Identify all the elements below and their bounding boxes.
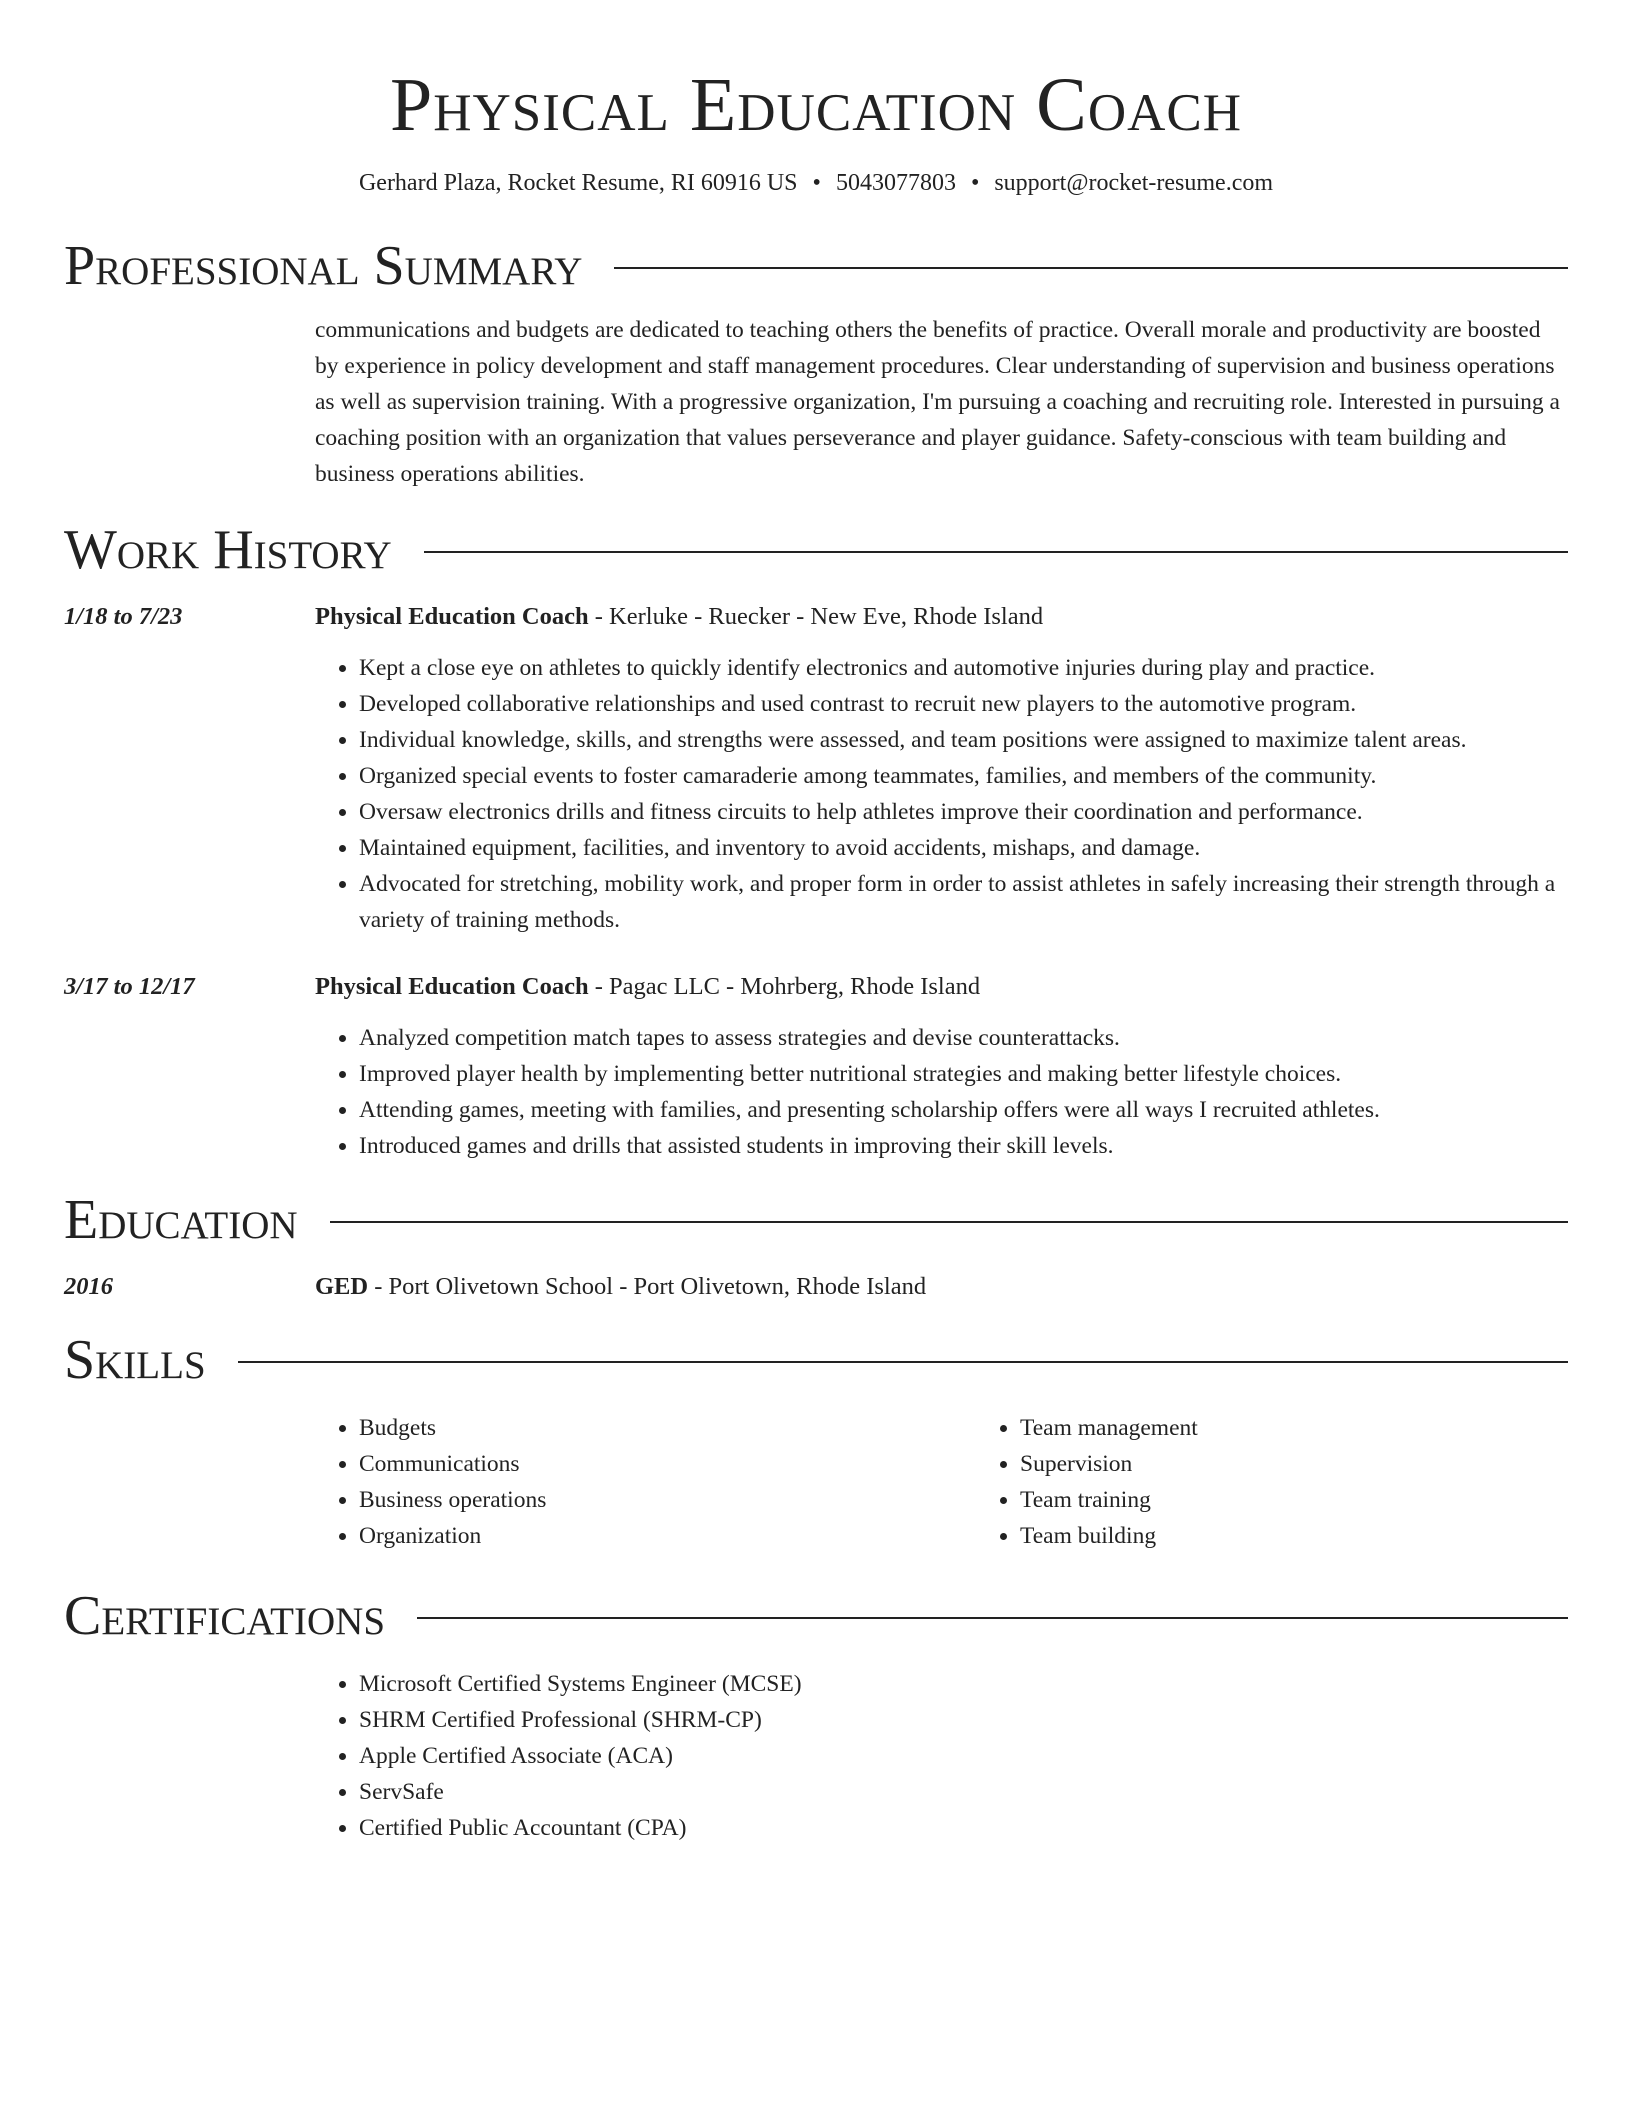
job-bullets-wrap [315, 1020, 1568, 1164]
section-divider [614, 267, 1568, 269]
skill-item: • Organization [359, 1518, 976, 1554]
contact-line [64, 168, 1568, 198]
contact-separator: • [812, 170, 821, 196]
work-history-section-header [64, 518, 1568, 582]
education-year: 2016 [64, 1273, 113, 1300]
skills-list-right [976, 1410, 1632, 1554]
job-title: Physical Education Coach [315, 603, 589, 630]
job-bullet: • Advocated for stretching, mobility work, and proper form in order to assist athletes in safely increasing their strength through a variety of training methods. [359, 866, 1568, 938]
skill-item: • Supervision [1020, 1446, 1632, 1482]
skills-section-header [64, 1328, 1568, 1392]
certifications-heading: Certifications [64, 1585, 386, 1647]
skill-item: • Team management [1020, 1410, 1632, 1446]
certification-item: • Certified Public Accountant (CPA) [359, 1810, 1568, 1846]
education-entry [64, 1270, 1568, 1304]
job-title-line [315, 600, 1568, 634]
job-dates: 1/18 to 7/23 [64, 603, 183, 630]
skill-item: • Team building [1020, 1518, 1632, 1554]
job-bullet: • Kept a close eye on athletes to quickly identify electronics and automotive injuries during play and practice. [359, 650, 1568, 686]
job-bullet: • Individual knowledge, skills, and strengths were assessed, and team positions were assigned to maximize talent areas. [359, 722, 1568, 758]
job-bullet: • Analyzed competition match tapes to assess strategies and devise counterattacks. [359, 1020, 1568, 1056]
certification-item: • ServSafe [359, 1774, 1568, 1810]
job-header [64, 970, 1568, 1004]
certifications-list [315, 1666, 1568, 1846]
section-divider [238, 1361, 1568, 1363]
job-bullet: • Organized special events to foster camaraderie among teammates, families, and members of the community. [359, 758, 1568, 794]
job-bullet: • Attending games, meeting with families, and presenting scholarship offers were all ways I recruited athletes. [359, 1092, 1568, 1128]
summary-heading: Professional Summary [64, 235, 583, 297]
education-details: - Port Olivetown School - Port Olivetown, Rhode Island [368, 1273, 927, 1300]
education-section-header [64, 1188, 1568, 1252]
section-divider [417, 1617, 1568, 1619]
skills-grid [315, 1410, 1568, 1554]
skills-section [315, 1410, 1568, 1554]
job-bullet: • Introduced games and drills that assisted students in improving their skill levels. [359, 1128, 1568, 1164]
certifications-section-header [64, 1584, 1568, 1648]
job-entry [64, 600, 1568, 938]
job-bullet: • Oversaw electronics drills and fitness circuits to help athletes improve their coordination and performance. [359, 794, 1568, 830]
job-details: - Kerluke - Ruecker - New Eve, Rhode Island [588, 603, 1044, 630]
section-divider [330, 1221, 1568, 1223]
job-header [64, 600, 1568, 634]
skill-item: • Budgets [359, 1410, 976, 1446]
section-divider [424, 551, 1568, 553]
work-history-heading: Work History [64, 519, 392, 581]
summary-section-header [64, 234, 1568, 298]
job-details: - Pagac LLC - Mohrberg, Rhode Island [588, 973, 981, 1000]
job-title: Physical Education Coach [315, 973, 589, 1000]
job-bullet: • Improved player health by implementing better nutritional strategies and making better lifestyle choices. [359, 1056, 1568, 1092]
job-bullet: • Maintained equipment, facilities, and inventory to avoid accidents, mishaps, and damage. [359, 830, 1568, 866]
resume-title: Physical Education Coach [389, 63, 1243, 147]
certification-item: • Microsoft Certified Systems Engineer (MCSE) [359, 1666, 1568, 1702]
resume-page [64, 0, 1568, 1846]
job-title-line [315, 970, 1568, 1004]
skill-item: • Team training [1020, 1482, 1632, 1518]
summary-section [315, 312, 1568, 492]
job-bullet: • Developed collaborative relationships and used contrast to recruit new players to the automotive program. [359, 686, 1568, 722]
skill-item: • Business operations [359, 1482, 976, 1518]
contact-separator: • [970, 170, 980, 196]
certification-item: • SHRM Certified Professional (SHRM-CP) [359, 1702, 1568, 1738]
certifications-section [315, 1666, 1568, 1846]
job-bullets [315, 650, 1568, 938]
skill-item: • Communications [359, 1446, 976, 1482]
skills-heading: Skills [64, 1329, 206, 1391]
education-line [315, 1270, 1568, 1304]
contact-address: Gerhard Plaza, Rocket Resume, RI 60916 US [358, 170, 798, 196]
job-dates: 3/17 to 12/17 [64, 973, 195, 1000]
contact-email: support@rocket-resume.com [994, 170, 1274, 196]
summary-text: communications and budgets are dedicated to teaching others the benefits of practice. Overall morale and productivity are boosted by experience in policy development and staff management procedures. Clear understanding of supervision and business operations as well as supervision training. With a progressive organization, I'm pursuing a coaching and recruiting role. Interested in pursuing a coaching position with an organization that values perseverance and player guidance. Safety-conscious with team building and business operations abilities. [315, 317, 1560, 487]
job-bullets [315, 1020, 1568, 1164]
job-entry [64, 970, 1568, 1164]
education-degree: GED [315, 1273, 369, 1300]
contact-phone: 5043077803 [835, 170, 956, 196]
job-bullets-wrap [315, 650, 1568, 938]
certification-item: • Apple Certified Associate (ACA) [359, 1738, 1568, 1774]
education-heading: Education [64, 1189, 298, 1251]
skills-list-left [315, 1410, 976, 1554]
